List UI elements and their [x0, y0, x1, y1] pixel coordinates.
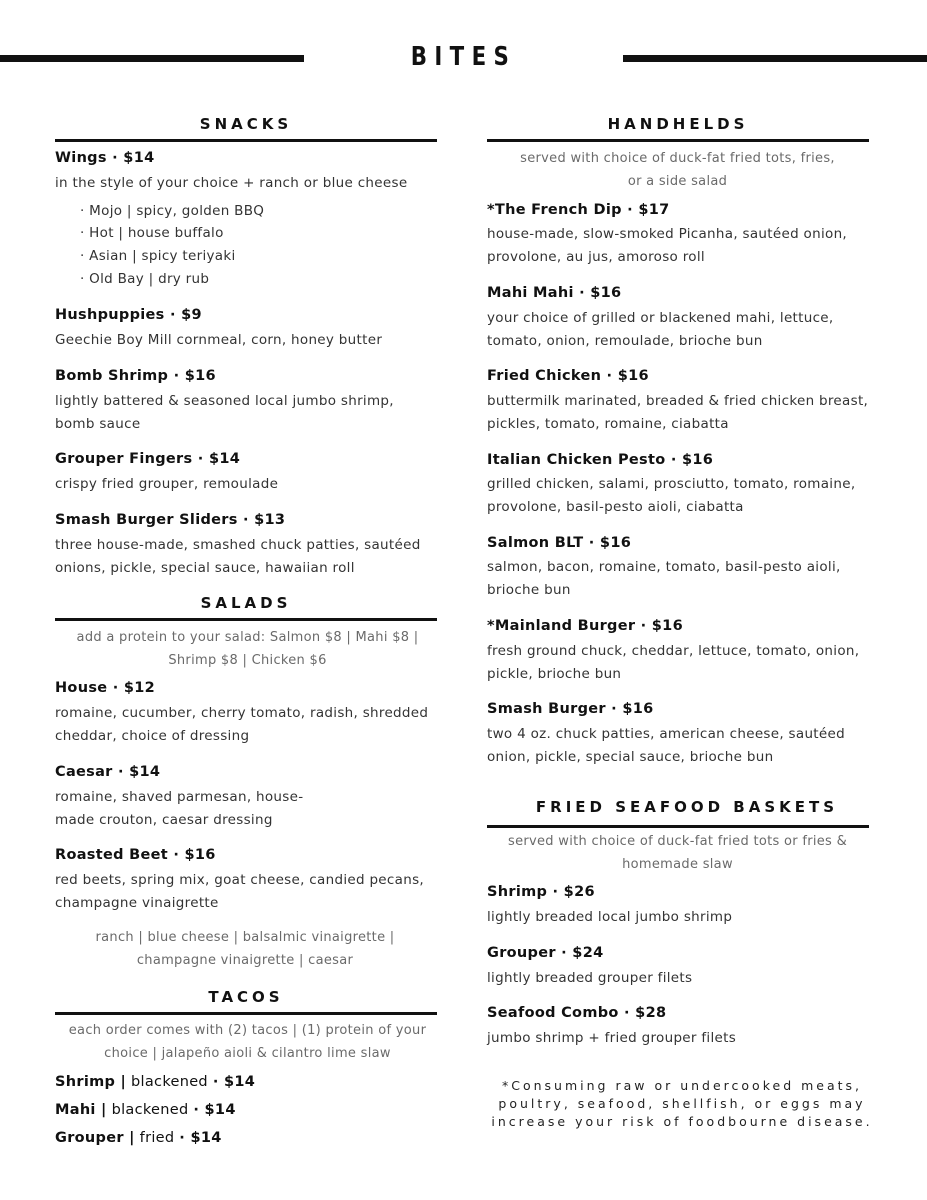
- snacks-heading: SNACKS: [199, 115, 293, 133]
- taco-item: [55, 1074, 255, 1090]
- menu-item-name: Grouper Fingers · $14: [55, 451, 241, 467]
- menu-item-desc: lightly battered & seasoned local jumbo shrimp, bomb sauce: [55, 393, 394, 432]
- wing-style: · Asian | spicy teriyaki: [80, 248, 236, 264]
- menu-item-desc: red beets, spring mix, goat cheese, candied pecans, champagne vinaigrette: [55, 872, 424, 911]
- menu-item-desc: in the style of your choice + ranch or blue cheese: [55, 175, 408, 191]
- menu-item-name: *The French Dip · $17: [487, 202, 670, 218]
- menu-item-wings: Wings · $14: [55, 150, 155, 166]
- handhelds-rule: [487, 139, 869, 142]
- page-title: BITES: [410, 42, 517, 72]
- menu-item-name: Salmon BLT · $16: [487, 535, 632, 551]
- taco-style: fried: [134, 1130, 180, 1146]
- taco-item: [55, 1102, 236, 1118]
- tacos-heading: TACOS: [208, 988, 284, 1006]
- handhelds-heading: HANDHELDS: [607, 115, 749, 133]
- tacos-rule: [55, 1012, 437, 1015]
- salads-protein-note: add a protein to your salad: Salmon $8 | Mahi $8 | Shrimp $8 | Chicken $6: [76, 630, 419, 668]
- menu-item-name: Caesar · $14: [55, 764, 161, 780]
- taco-price: · $14: [193, 1102, 236, 1118]
- snacks-rule: [55, 139, 437, 142]
- wing-style: · Old Bay | dry rub: [80, 271, 210, 287]
- menu-item-name: *Mainland Burger · $16: [487, 618, 683, 634]
- menu-item-desc: romaine, shaved parmesan, house-made crouton, caesar dressing: [55, 789, 304, 828]
- menu-item-desc: house-made, slow-smoked Picanha, sautéed onion, provolone, au jus, amoroso roll: [487, 226, 848, 265]
- menu-item-desc: lightly breaded local jumbo shrimp: [487, 909, 733, 925]
- menu-item-desc: Geechie Boy Mill cornmeal, corn, honey butter: [55, 332, 383, 348]
- menu-item-name: Italian Chicken Pesto · $16: [487, 452, 714, 468]
- raw-food-disclaimer: *Consuming raw or undercooked meats, poultry, seafood, shellfish, or eggs may increase your risk of foodbourne disease.: [491, 1078, 873, 1129]
- menu-item-desc: grilled chicken, salami, prosciutto, tomato, romaine, provolone, basil-pesto aioli, ciabatta: [487, 476, 856, 515]
- menu-item-name: Roasted Beet · $16: [55, 847, 216, 863]
- menu-item-name: Grouper · $24: [487, 945, 604, 961]
- menu-item-desc: buttermilk marinated, breaded & fried chicken breast, pickles, tomato, romaine, ciabatta: [487, 393, 869, 432]
- menu-item-desc: your choice of grilled or blackened mahi, lettuce, tomato, onion, remoulade, brioche bun: [487, 310, 834, 349]
- taco-style: blackened: [106, 1102, 194, 1118]
- handhelds-sides-note: served with choice of duck-fat fried tots, fries, or a side salad: [520, 151, 835, 189]
- menu-item-desc: lightly breaded grouper filets: [487, 970, 693, 986]
- menu-item-desc: crispy fried grouper, remoulade: [55, 476, 279, 492]
- seafood-baskets-rule: [487, 825, 869, 828]
- menu-item-desc: three house-made, smashed chuck patties, sautéed onions, pickle, special sauce, hawaiian roll: [55, 537, 421, 576]
- menu-item-name: Smash Burger Sliders · $13: [55, 512, 286, 528]
- menu-item-name: Bomb Shrimp · $16: [55, 368, 216, 384]
- menu-item-desc: fresh ground chuck, cheddar, lettuce, tomato, onion, pickle, brioche bun: [487, 643, 860, 682]
- salad-dressing-options: ranch | blue cheese | balsalmic vinaigrette | champagne vinaigrette | caesar: [95, 930, 395, 968]
- menu-item-desc: romaine, cucumber, cherry tomato, radish, shredded cheddar, choice of dressing: [55, 705, 429, 744]
- taco-price: · $14: [179, 1130, 222, 1146]
- menu-item-name: Hushpuppies · $9: [55, 307, 202, 323]
- menu-item-name: Shrimp · $26: [487, 884, 595, 900]
- salads-rule: [55, 618, 437, 621]
- menu-item-name: Seafood Combo · $28: [487, 1005, 667, 1021]
- taco-protein: Mahi |: [55, 1102, 107, 1118]
- baskets-sides-note: served with choice of duck-fat fried tots or fries & homemade slaw: [508, 834, 847, 872]
- menu-item-name: House · $12: [55, 680, 156, 696]
- seafood-baskets-heading: FRIED SEAFOOD BASKETS: [535, 798, 839, 816]
- taco-style: blackened: [126, 1074, 213, 1090]
- menu-item-desc: salmon, bacon, romaine, tomato, basil-pesto aioli, brioche bun: [487, 559, 841, 598]
- menu-item-desc: two 4 oz. chuck patties, american cheese, sautéed onion, pickle, special sauce, brioche bun: [487, 726, 845, 765]
- menu-item-name: Smash Burger · $16: [487, 701, 654, 717]
- taco-price: · $14: [212, 1074, 256, 1090]
- menu-item-name: Fried Chicken · $16: [487, 368, 649, 384]
- taco-protein: Shrimp |: [55, 1074, 127, 1090]
- taco-item: [55, 1130, 222, 1146]
- menu-item-name: Mahi Mahi · $16: [487, 285, 622, 301]
- wing-style: · Mojo | spicy, golden BBQ: [80, 203, 265, 219]
- tacos-note: each order comes with (2) tacos | (1) protein of your choice | jalapeño aioli & cilantro lime slaw: [68, 1023, 427, 1061]
- salads-heading: SALADS: [200, 594, 292, 612]
- taco-protein: Grouper |: [55, 1130, 135, 1146]
- wing-style: · Hot | house buffalo: [80, 225, 224, 241]
- menu-item-desc: jumbo shrimp + fried grouper filets: [487, 1030, 737, 1046]
